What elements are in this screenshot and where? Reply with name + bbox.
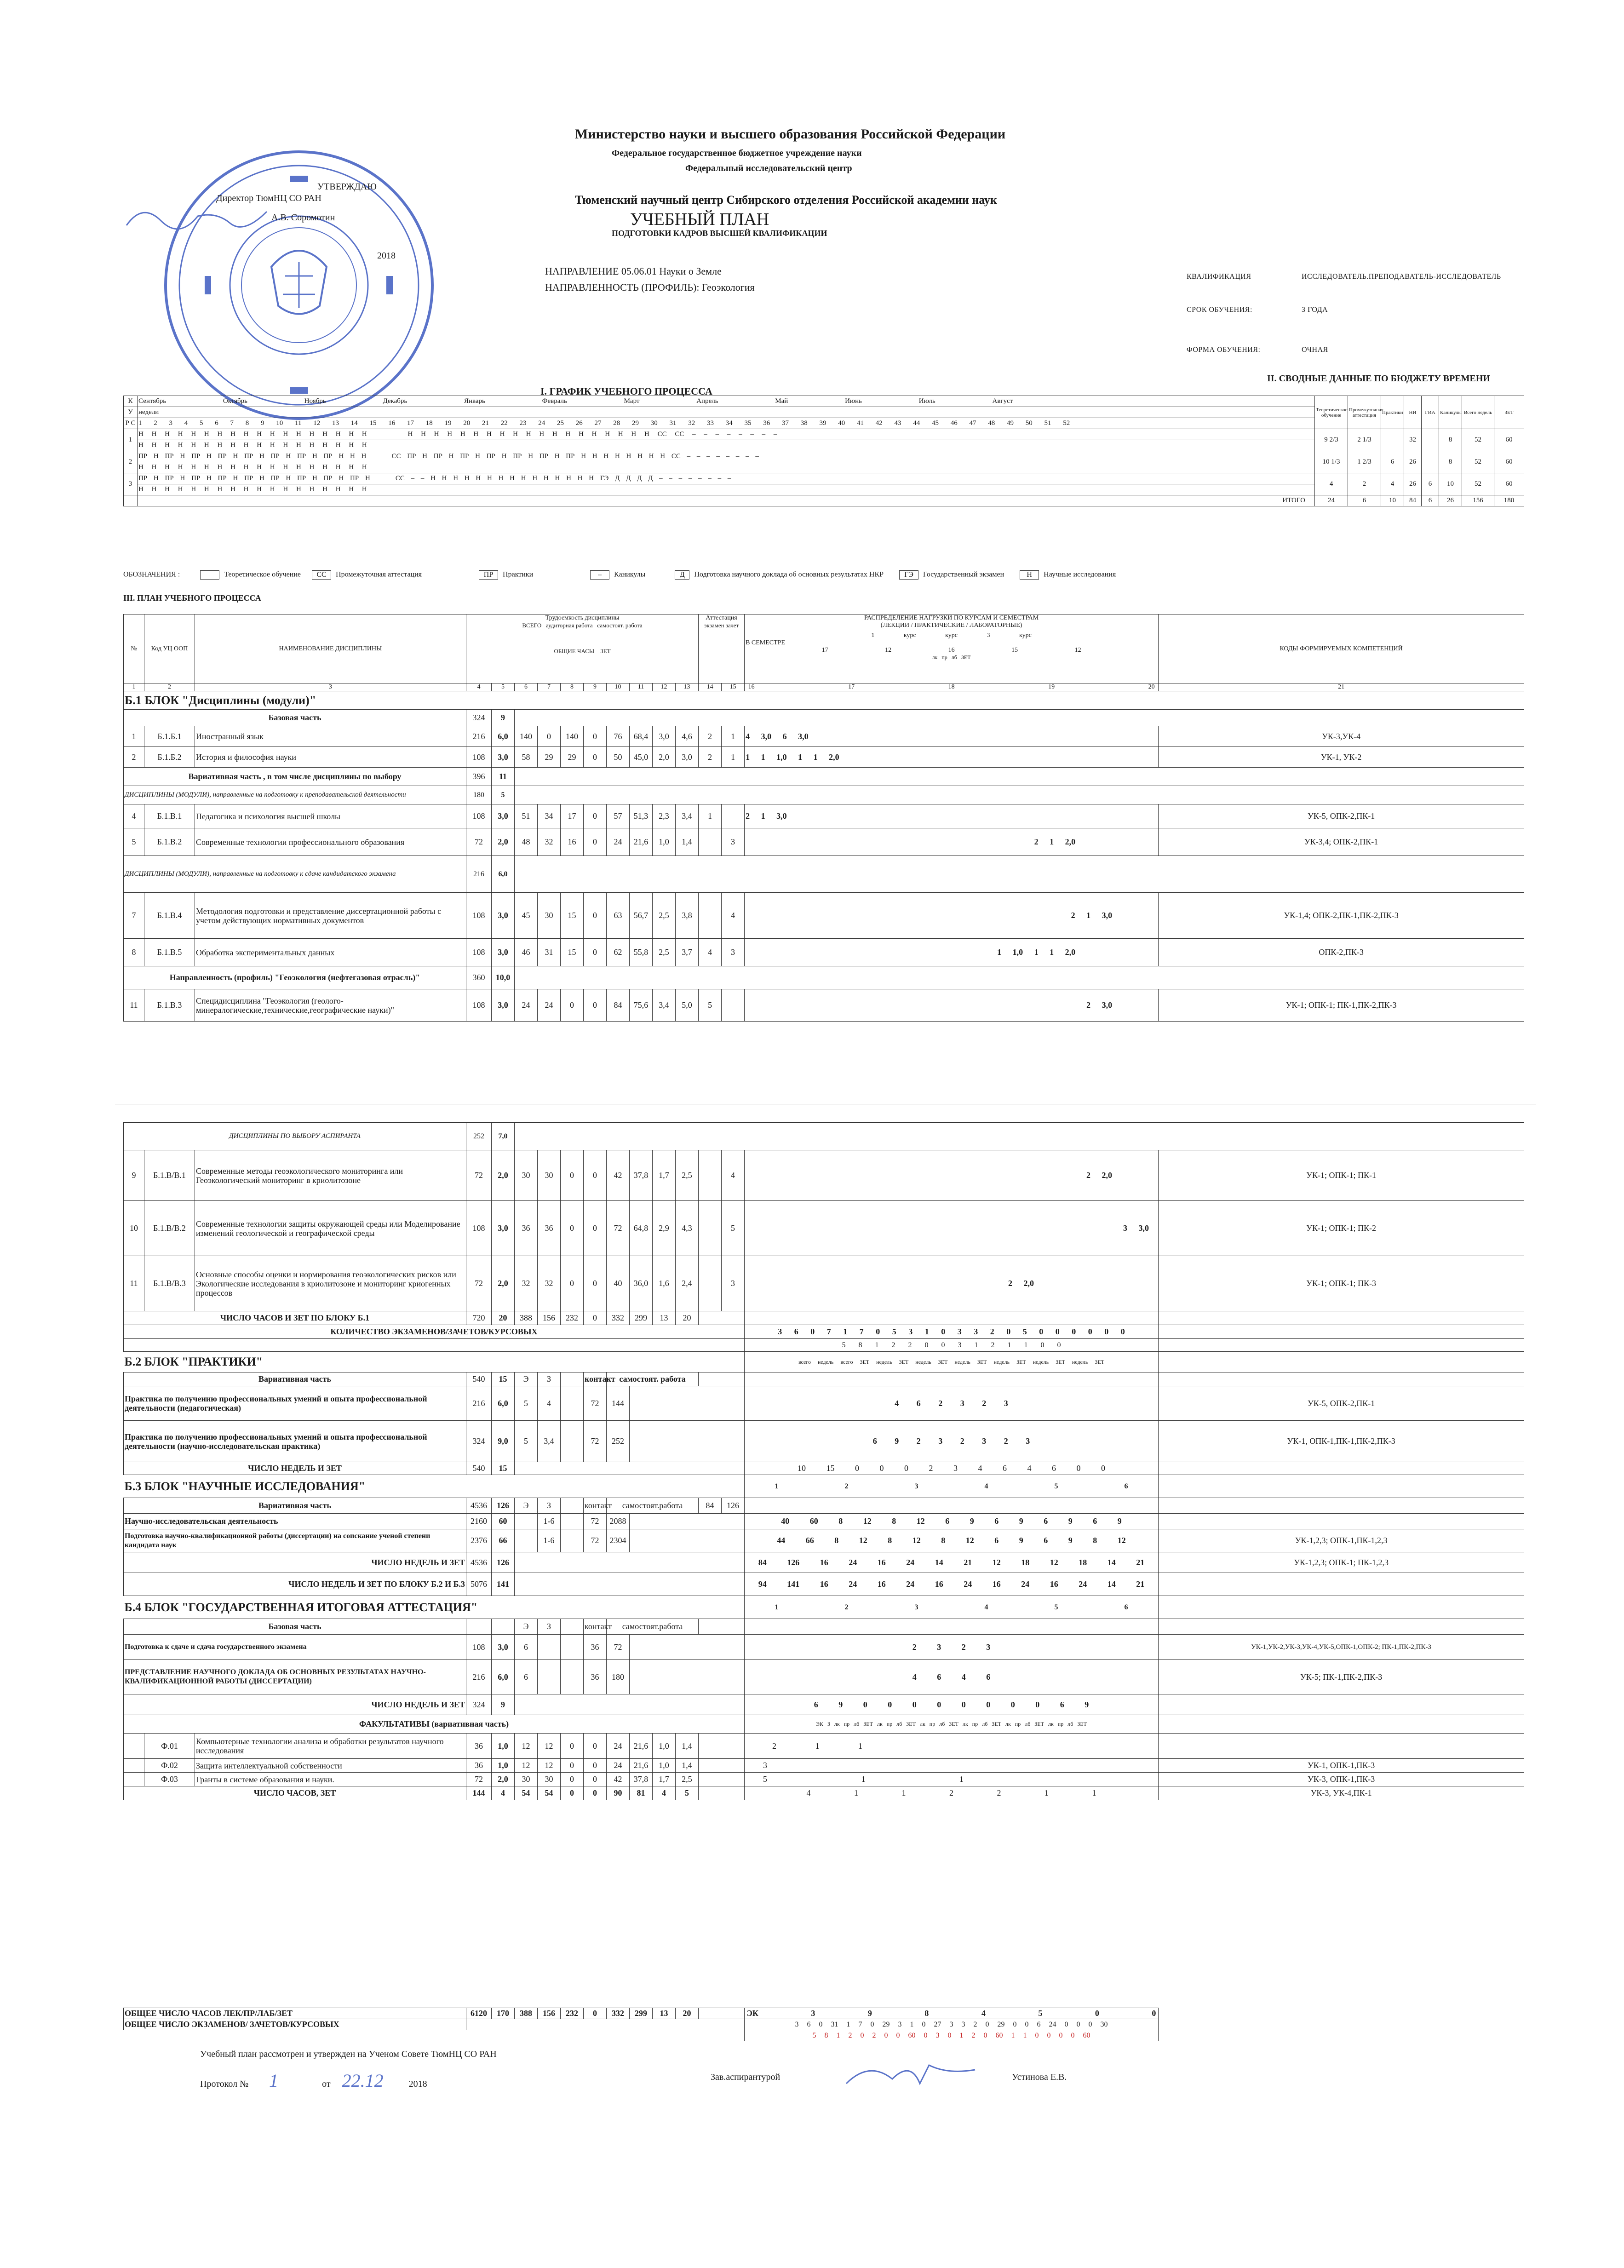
institution-kind: Федеральный исследовательский центр [685, 163, 852, 173]
plan-row-experimental-data: 8 Б.1.В.5 Обработка экспериментальных данных 108 3,0 46 31 15 0 62 55,8 2,5 3,7 4 3 1 1,0 1 1 2,0 ОПК-2,ПК-3 [124, 939, 1524, 966]
month-9: Май [775, 397, 788, 405]
legend-report-swatch: Д [675, 570, 689, 580]
plan-title: УЧЕБНЫЙ ПЛАН [630, 210, 769, 229]
schedule-total-row: ИТОГО 24 6 10 84 6 26 156 180 [124, 495, 1524, 506]
budget-col-ni: НИ [1404, 396, 1422, 429]
b3-row-dissertation: Подготовка научно-квалификационной работы (диссертации) на соискание ученой степени кандидата наук 2376 66 1-6 72 2304 44 66 8 12 8 12 8 12 6 9 6 9 8 12 УК-1,2,3; ОПК-1,ПК-1,2,3 [124, 1529, 1524, 1552]
term-value: 3 ГОДА [1302, 306, 1328, 314]
b4-row-scientific-report: ПРЕДСТАВЛЕНИЕ НАУЧНОГО ДОКЛАДА ОБ ОСНОВНЫХ РЕЗУЛЬТАТАХ НАУЧНО-КВАЛИФИКАЦИОННОЙ РАБОТЫ (ДИССЕРТАЦИИ) 216 6,0 6 36 180 4 6 4 6 УК-5; ПК-1,ПК-2,ПК-3 [124, 1660, 1524, 1694]
protocol-date: 22.12 [342, 2070, 384, 2091]
grand-totals-table [123, 2008, 1524, 2041]
director-title: Директор ТюмНЦ СО РАН [216, 193, 321, 203]
month-8: Апрель [696, 397, 718, 405]
electives-title-row: ФАКУЛЬТАТИВЫ (вариативная часть) ЭК З лк пр лб ЗЕТ лк пр лб ЗЕТ лк пр лб ЗЕТ лк пр лб ЗЕТ лк пр лб ЗЕТ лк пр лб ЗЕТ [124, 1715, 1524, 1734]
schedule-months-row: К Сентябрь Октябрь Ноябрь Декабрь Январь Февраль Март Апрель Май Июнь Июль Август Теоретическое обучение Промежуточная аттестация Практики НИ ГИА Каникулы Всего недель ЗЕТ [124, 396, 1524, 407]
protocol-number: 1 [269, 2070, 279, 2091]
elective-row-computer-tech: Ф.01 Компьютерные технологии анализа и обработки результатов научного исследования 36 1,0 12 12 0 0 24 21,6 1,0 1,4 2 1 1 [124, 1734, 1524, 1759]
approval-year: 2018 [377, 251, 396, 261]
institution-name: Тюменский научный центр Сибирского отделения Российской академии наук [575, 193, 997, 207]
month-10: Июнь [845, 397, 862, 405]
cand-group-row: ДИСЦИПЛИНЫ (МОДУЛИ), направленные на подготовку к сдаче кандидатского экзамена 216 6,0 [124, 856, 1524, 893]
b4-base-row: Базовая часть Э З контакт самостоят.работа [124, 1619, 1524, 1635]
variable-part-row: Вариативная часть , в том числе дисциплины по выбору 396 11 [124, 768, 1524, 786]
form-label: ФОРМА ОБУЧЕНИЯ: [1187, 346, 1261, 354]
choice-group-row: ДИСЦИПЛИНЫ ПО ВЫБОРУ АСПИРАНТА 252 7,0 [124, 1123, 1524, 1150]
block1-title-row: Б.1 БЛОК "Дисциплины (модули)" [124, 691, 1524, 710]
plan-subtitle: ПОДГОТОВКИ КАДРОВ ВЫСШЕЙ КВАЛИФИКАЦИИ [612, 229, 827, 238]
budget-col-attest: Промежуточная аттестация [1348, 396, 1381, 429]
plan-header-row: № Код УЦ ООП НАИМЕНОВАНИЕ ДИСЦИПЛИНЫ Трудоемкость дисциплины ВСЕГО аудиторная работа самостоят. работа ОБЩИЕ ЧАСЫ ЗЕТ Аттестация экзамен зачет РАСПРЕДЕЛЕНИЕ НАГРУЗКИ ПО КУРСАМ И СЕМЕСТРАМ (ЛЕКЦИИ / ПРАКТИЧЕСКИЕ / ЛАБОРАТОРНЫЕ) 1 курс курс 3 курс В СЕМЕСТРЕ 17 12 16 15 12 лк пр лб ЗЕТ КОДЫ ФОРМИРУЕМЫХ КОМПЕТЕНЦИЙ [124, 614, 1524, 683]
sheet-edge [115, 1104, 1536, 1105]
footer-approval-line: Учебный план рассмотрен и утвержден на Ученом Совете ТюмНЦ СО РАН [200, 2049, 497, 2059]
plan-table-sheet1 [123, 614, 1524, 1022]
plan-row-pedagogy: 4 Б.1.В.1 Педагогика и психология высшей школы 108 3,0 51 34 17 0 57 51,3 2,3 3,4 1 2 1 3,0 УК-5, ОПК-2,ПК-1 [124, 804, 1524, 828]
month-4: Декабрь [383, 397, 407, 405]
base-part-row: Базовая часть 324 9 [124, 710, 1524, 726]
month-5: Январь [464, 397, 485, 405]
b3-row-research: Научно-исследовательская деятельность 2160 60 1-6 72 2088 40 60 8 12 8 12 6 9 6 9 6 9 6 9 [124, 1514, 1524, 1529]
block4-title-row: Б.4 БЛОК "ГОСУДАРСТВЕННАЯ ИТОГОВАЯ АТТЕСТАЦИЯ" 1 2 3 4 5 6 [124, 1596, 1524, 1619]
b2-row-pedagogical-practice: Практика по получению профессиональных умений и опыта профессиональной деятельности (педагогическая) 216 6,0 5 4 72 144 4 6 2 3 2 3 УК-5, ОПК-2,ПК-1 [124, 1386, 1524, 1421]
plan-colnums-row: 1 2 3 4 5 6 7 8 9 10 11 12 13 14 15 16 17 18 19 20 21 [124, 683, 1524, 691]
month-6: Февраль [542, 397, 567, 405]
plan-row-elective-3: 11 Б.1.В/В.3 Основные способы оценки и нормирования геоэкологических рисков или Экологические исследования в криолитозоне и мониторинг криогенных процессов 72 2,0 32 32 0 0 40 36,0 1,6 2,4 3 2 2,0 УК-1; ОПК-1; ПК-3 [124, 1256, 1524, 1311]
legend-exam-swatch: ГЭ [899, 570, 918, 580]
institution-type: Федеральное государственное бюджетное учреждение науки [612, 148, 862, 158]
budget-col-vacation: Каникулы [1439, 396, 1462, 429]
b2-row-research-practice: Практика по получению профессиональных умений и опыта профессиональной деятельности (научно-исследовательская практика) 324 9,0 5 3,4 72 252 6 9 2 3 2 3 2 3 УК-1, ОПК-1,ПК-1,ПК-2,ПК-3 [124, 1421, 1524, 1462]
director-signature [124, 198, 271, 235]
budget-col-theory: Теоретическое обучение [1315, 396, 1348, 429]
electives-total-row: ЧИСЛО ЧАСОВ, ЗЕТ 144 4 54 54 0 0 90 81 4 5 4 1 1 2 2 1 1 УК-3, УК-4,ПК-1 [124, 1786, 1524, 1800]
schedule-course-2: 2 ПР Н ПР Н ПР Н ПР Н ПР Н ПР Н ПР Н ПР Н Н Н СС ПР Н ПР Н ПР Н ПР Н ПР Н ПР Н ПР Н Н Н Н Н Н Н Н СС – – – – – – – – 10 1/3 1 2/3 6 26 8 52 60 [124, 451, 1524, 462]
head-signature [842, 2051, 980, 2093]
schedule-course-1: 1 Н Н Н Н Н Н Н Н Н Н Н Н Н Н Н Н Н Н Н Н Н Н Н Н Н Н Н Н Н Н Н Н Н Н Н Н Н СС СС – – – – – – – – 9 2/3 2 1/3 32 8 52 60 [124, 429, 1524, 440]
ministry-title: Министерство науки и высшего образования Российской Федерации [575, 126, 1006, 142]
b3-total-row: ЧИСЛО НЕДЕЛЬ И ЗЕТ 4536 126 84 126 16 24 16 24 14 21 12 18 12 18 14 21 УК-1,2,3; ОПК-1; ПК-1,2,3 [124, 1552, 1524, 1573]
plan-title: III. ПЛАН УЧЕБНОГО ПРОЦЕССА [123, 593, 261, 603]
plan-row-modern-tech-education: 5 Б.1.В.2 Современные технологии профессионального образования 72 2,0 48 32 16 0 24 21,6 1,0 1,4 3 2 1 2,0 УК-3,4; ОПК-2,ПК-1 [124, 828, 1524, 856]
head-label: Зав.аспирантурой [711, 2072, 780, 2082]
profile: НАПРАВЛЕННОСТЬ (ПРОФИЛЬ): Геоэкология [545, 281, 755, 293]
director-name: А.В. Соромотин [271, 212, 335, 223]
budget-title: II. СВОДНЫЕ ДАННЫЕ ПО БЮДЖЕТУ ВРЕМЕНИ [1267, 373, 1490, 384]
profile-part-row: Направленность (профиль) "Геоэкология (нефтегазовая отрасль)" 360 10,0 [124, 966, 1524, 989]
month-11: Июль [918, 397, 935, 405]
head-name: Устинова Е.В. [1012, 2072, 1067, 2082]
budget-col-zet: ЗЕТ [1494, 396, 1524, 429]
b1-total-row: ЧИСЛО ЧАСОВ И ЗЕТ ПО БЛОКУ Б.1 720 20 388 156 232 0 332 299 13 20 [124, 1311, 1524, 1325]
b23-total-row: ЧИСЛО НЕДЕЛЬ И ЗЕТ ПО БЛОКУ Б.2 И Б.3 5076 141 94 141 16 24 16 24 16 24 16 24 16 24 14 21 [124, 1573, 1524, 1596]
ped-group-row: ДИСЦИПЛИНЫ (МОДУЛИ), направленные на подготовку к преподавательской деятельности 180 5 [124, 786, 1524, 804]
month-3: Ноябрь [304, 397, 326, 405]
schedule-course-3: 3 ПР Н ПР Н ПР Н ПР Н ПР Н ПР Н ПР Н ПР Н ПР Н СС – – Н Н Н Н Н Н Н Н Н Н Н Н Н Н Н ГЭ Д Д Д Д – – – – – – – – 4 2 4 26 6 10 52 60 [124, 473, 1524, 484]
legend-attest-swatch: СС [312, 570, 331, 580]
block2-title-row: Б.2 БЛОК "ПРАКТИКИ" всего недель всего ЗЕТ недель ЗЕТ недель ЗЕТ недель ЗЕТ недель ЗЕТ недель ЗЕТ недель ЗЕТ [124, 1352, 1524, 1372]
plan-table-sheet2 [123, 1122, 1524, 1800]
legend-practice-swatch: ПР [479, 570, 498, 580]
month-1: Сентябрь [138, 397, 166, 405]
direction: НАПРАВЛЕНИЕ 05.06.01 Науки о Земле [545, 265, 722, 277]
plan-row-history-philosophy: 2 Б.1.Б.2 История и философия науки 108 3,0 58 29 29 0 50 45,0 2,0 3,0 2 1 1 1 1,0 1 1 2,0 УК-1, УК-2 [124, 747, 1524, 768]
plan-row-dissertation-methodology: 7 Б.1.В.4 Методология подготовки и представление диссертационной работы с учетом действующих нормативных документов 108 3,0 45 30 15 0 63 56,7 2,5 3,8 4 2 1 3,0 УК-1,4; ОПК-2,ПК-1,ПК-2,ПК-3 [124, 893, 1524, 939]
b2-var-row: Вариативная часть 540 15 Э З контакт самостоят. работа [124, 1372, 1524, 1386]
plan-row-elective-2: 10 Б.1.В/В.2 Современные технологии защиты окружающей среды или Моделирование изменений геологической и географической среды 108 3,0 36 36 0 0 72 64,8 2,9 4,3 5 3 3,0 УК-1; ОПК-1; ПК-2 [124, 1201, 1524, 1256]
term-label: СРОК ОБУЧЕНИЯ: [1187, 306, 1252, 314]
elective-row-grants: Ф.03 Гранты в системе образования и науки. 72 2,0 30 30 0 0 42 37,8 1,7 2,5 5 1 1 УК-3, ОПК-1,ПК-3 [124, 1773, 1524, 1786]
block3-title-row: Б.3 БЛОК "НАУЧНЫЕ ИССЛЕДОВАНИЯ" 1 2 3 4 5 6 [124, 1475, 1524, 1498]
legend: ОБОЗНАЧЕНИЯ : Теоретическое обучение СС Промежуточная аттестация ПР Практики – Каникулы Д Подготовка научного доклада об основных результатах НКР ГЭ Государственный экзамен Н Научные исследования [123, 570, 1116, 579]
b3-var-row: Вариативная часть 4536 126 Э З контакт самостоят.работа 84 126 [124, 1498, 1524, 1514]
budget-col-practice: Практики [1381, 396, 1404, 429]
b4-total-row: ЧИСЛО НЕДЕЛЬ И ЗЕТ 324 9 6 9 0 0 0 0 0 0 0 0 6 9 [124, 1694, 1524, 1715]
schedule-table: К Сентябрь Октябрь Ноябрь Декабрь Январь Февраль Март Апрель Май Июнь Июль Август Теоретическое обучение Промежуточная аттестация Практики НИ ГИА Каникулы Всего недель ЗЕТ У недели Р С 1 2 3 4 5 6 7 8 9 10 11 12 13 14 15 16 17 18 19 20 21 22 23 24 25 26 27 28 29 30 31 32 33 34 35 36 37 38 39 40 41 42 43 44 45 46 47 48 49 50 51 52 1 Н Н Н Н Н Н Н Н Н Н Н Н Н Н Н Н Н Н Н Н Н Н Н Н Н Н Н Н Н Н Н Н Н Н Н Н Н СС СС – – – – – – – – 9 2/3 2 1/3 32 8 52 60 Н Н Н Н Н Н Н Н Н Н Н Н Н Н Н Н Н Н 2 ПР Н ПР Н ПР Н ПР Н ПР Н ПР Н ПР Н ПР Н Н Н СС ПР Н ПР Н ПР Н ПР Н ПР Н ПР Н ПР Н Н Н Н Н Н Н Н СС – – – – – – – – 10 1/3 1 2/3 6 26 8 52 60 Н Н Н Н Н Н Н Н Н Н Н Н Н Н Н Н Н Н 3 ПР Н ПР Н ПР Н ПР Н ПР Н ПР Н ПР Н ПР Н ПР Н СС – – Н Н Н Н Н Н Н Н Н Н Н Н Н Н Н ГЭ Д Д Д Д – – – – – – – – 4 2 4 26 6 10 52 60 Н Н Н Н Н Н Н Н Н Н Н Н Н Н Н Н Н Н ИТОГО 24 6 10 84 6 26 156 180 [123, 396, 1524, 506]
b1-exams-row-2: 5 8 1 2 2 0 0 3 1 2 1 1 0 0 [124, 1339, 1524, 1352]
form-value: ОЧНАЯ [1302, 346, 1328, 354]
plan-row-elective-1: 9 Б.1.В/В.1 Современные методы геоэкологического мониторинга или Геоэкологический мониторинг в криолитозоне 72 2,0 30 30 0 0 42 37,8 1,7 2,5 4 2 2,0 УК-1; ОПК-1; ПК-1 [124, 1150, 1524, 1201]
elective-row-ip-protection: Ф.02 Защита интеллектуальной собственности 36 1,0 12 12 0 0 24 21,6 1,0 1,4 3 УК-1, ОПК-1,ПК-3 [124, 1759, 1524, 1773]
qualification-label: КВАЛИФИКАЦИЯ [1187, 273, 1251, 281]
legend-theory-swatch [200, 570, 219, 580]
b2-total-row: ЧИСЛО НЕДЕЛЬ И ЗЕТ 540 15 10 15 0 0 0 2 3 4 6 4 6 0 0 [124, 1462, 1524, 1475]
budget-col-weeks: Всего недель [1462, 396, 1494, 429]
month-12: Август [992, 397, 1013, 405]
plan-row-foreign-language: 1 Б.1.Б.1 Иностранный язык 216 6,0 140 0 140 0 76 68,4 3,0 4,6 2 1 4 3,0 6 3,0 УК-3,УК-4 [124, 726, 1524, 747]
plan-row-specialty: 11 Б.1.В.3 Специдисциплина "Геоэкология (геолого-минералогические,технические,географические науки)" 108 3,0 24 24 0 0 84 75,6 3,4 5,0 5 2 3,0 УК-1; ОПК-1; ПК-1,ПК-2,ПК-3 [124, 989, 1524, 1022]
grand-hours-row: ОБЩЕЕ ЧИСЛО ЧАСОВ ЛЕК/ПР/ЛАБ/ЗЕТ 6120 170 388 156 232 0 332 299 13 20 ЭК 3 9 8 4 5 0 0 [124, 2008, 1524, 2019]
grand-exams-row: ОБЩЕЕ ЧИСЛО ЭКЗАМЕНОВ/ ЗАЧЕТОВ/КУРСОВЫХ 3 6 0 31 1 7 0 29 3 1 0 27 3 3 2 0 29 0 0 6 24 0 0 0 30 [124, 2019, 1524, 2030]
legend-vacation-swatch: – [590, 570, 609, 580]
schedule-title: I. ГРАФИК УЧЕБНОГО ПРОЦЕССА [540, 385, 712, 397]
month-7: Март [624, 397, 640, 405]
legend-research-swatch: Н [1020, 570, 1039, 580]
b4-row-state-exam: Подготовка к сдаче и сдача государственного экзамена 108 3,0 6 36 72 2 3 2 3 УК-1,УК-2,УК-3,УК-4,УК-5,ОПК-1,ОПК-2; ПК-1,ПК-2,ПК-3 [124, 1635, 1524, 1660]
month-2: Октябрь [223, 397, 248, 405]
approval-stamp-label: УТВЕРЖДАЮ [317, 182, 377, 192]
b1-exams-row: КОЛИЧЕСТВО ЭКЗАМЕНОВ/ЗАЧЕТОВ/КУРСОВЫХ 3 6 0 7 1 7 0 5 3 1 0 3 3 2 0 5 0 0 0 0 0 0 [124, 1325, 1524, 1339]
grand-exams-row-2: 5 8 1 2 0 2 0 0 60 0 3 0 1 2 0 60 1 1 0 0 0 0 60 [124, 2030, 1524, 2041]
qualification-value: ИССЛЕДОВАТЕЛЬ.ПРЕПОДАВАТЕЛЬ-ИССЛЕДОВАТЕЛЬ [1302, 273, 1501, 281]
budget-col-gia: ГИА [1422, 396, 1439, 429]
official-seal [161, 147, 437, 423]
footer-protocol: Протокол № 1 от 22.12 2018 [200, 2070, 427, 2091]
